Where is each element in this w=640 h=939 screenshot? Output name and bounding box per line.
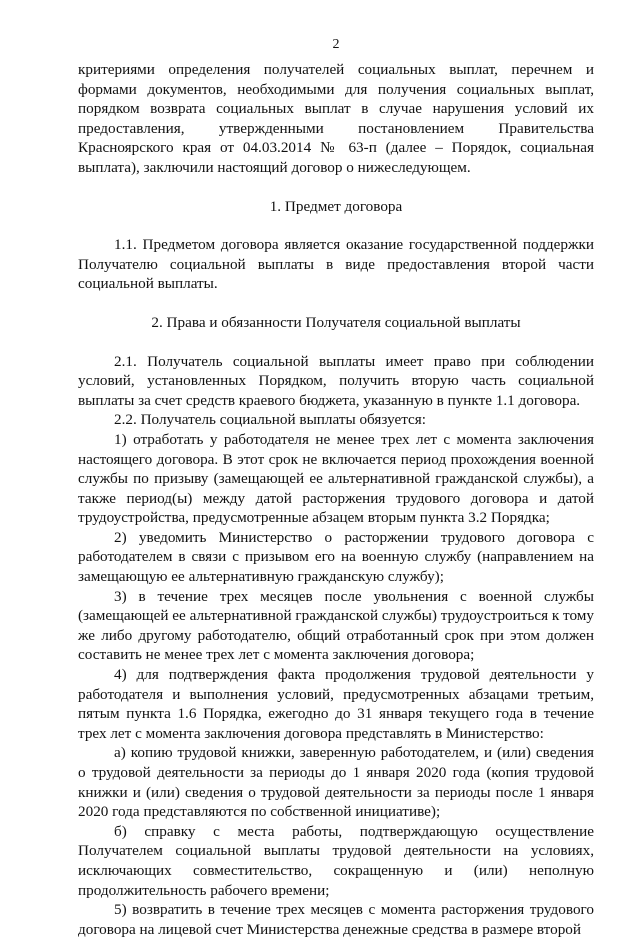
section-2-heading: 2. Права и обязанности Получателя социальной выплаты	[151, 313, 521, 331]
paragraph-2-2-item-4-b: б) справку с места работы, подтверждающую осуществление Получателем социальной выплаты трудовой деятельности на условиях, исключающих совместительство, сокращенную и (или) неполную продолжительность рабочего времени;	[78, 822, 594, 899]
paragraph-2-2-item-4: 4) для подтверждения факта продолжения трудовой деятельности у работодателя и выполнения условий, предусмотренных абзацами третьим, пятым пункта 1.6 Порядка, ежегодно до 31 января текущего года в течение трех лет с момента заключения договора представлять в Министерство:	[78, 666, 594, 742]
paragraph-2-1: 2.1. Получатель социальной выплаты имеет право при соблюдении условий, установленных Порядком, получить вторую часть социальной выплаты за счет средств краевого бюджета, указанную в пункте 1.1 договора.	[78, 352, 594, 409]
paragraph-2-2-item-3: 3) в течение трех месяцев после увольнения с военной службы (замещающей ее альтернативной гражданской службы) трудоустроиться к тому же либо другому работодателю, общий отработанный срок при этом должен составить не менее трех лет с момента заключения договора;	[78, 587, 594, 664]
page-number: 2	[332, 37, 340, 52]
section-1-heading: 1. Предмет договора	[269, 197, 403, 215]
paragraph-2-2-item-4-a: а) копию трудовой книжки, заверенную работодателем, и (или) сведения о трудовой деятельности за периоды до 1 января 2020 года (копия трудовой книжки и (или) сведения о трудовой деятельности за периоды после 1 января 2020 года представляются по собственной инициативе);	[78, 744, 594, 821]
intro-paragraph: критериями определения получателей социальных выплат, перечнем и формами документов, необходимыми для получения социальных выплат, порядком возврата социальных выплат в случае нарушения условий их предоставления, утвержденными постановлением Правительства Красноярского края от 04.03.2014 № 63-п (далее – Порядок, социальная выплата), заключили настоящий договор о нижеследующем.	[78, 61, 594, 176]
document-page	[78, 36, 594, 939]
paragraph-2-2: 2.2. Получатель социальной выплаты обязуется:	[114, 411, 426, 429]
paragraph-1-1: 1.1. Предметом договора является оказание государственной поддержки Получателю социальной выплаты в виде предоставления второй части социальной выплаты.	[78, 236, 594, 293]
paragraph-2-2-item-1: 1) отработать у работодателя не менее трех лет с момента заключения настоящего договора. В этот срок не включается период прохождения военной службы по призыву (замещающей ее альтернативной гражданской службы), а также период(ы) между датой расторжения трудового договора и датой трудоустройства, предусмотренные абзацем вторым пункта 3.2 Порядка;	[78, 430, 594, 527]
paragraph-2-2-item-5: 5) возвратить в течение трех месяцев с момента расторжения трудового договора на лицевой счет Министерства денежные средства в размере второй	[78, 901, 594, 938]
paragraph-2-2-item-2: 2) уведомить Министерство о расторжении трудового договора с работодателем в связи с призывом его на военную службу (направлением на замещающую ее альтернативную гражданскую службу);	[78, 528, 594, 586]
